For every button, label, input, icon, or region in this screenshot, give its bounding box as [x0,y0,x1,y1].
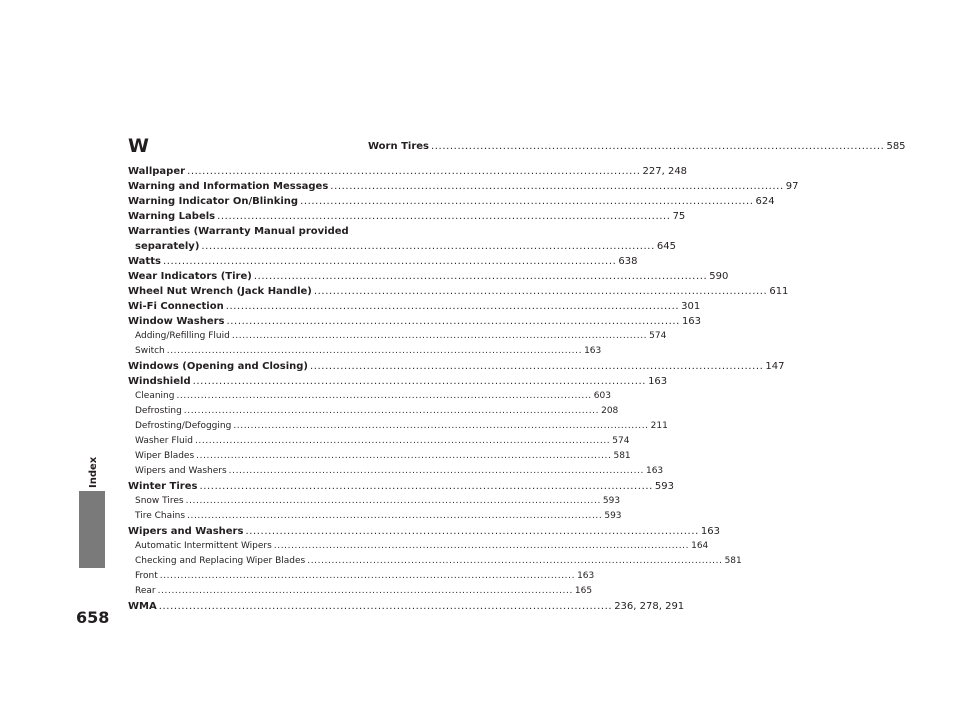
dot-leader: ........................................................................................................................ [309,361,764,372]
index-entry [128,479,675,494]
index-term: Wipers and Washers [128,526,244,537]
index-entry [128,299,701,314]
index-term: Worn Tires [368,141,429,152]
index-entry [128,239,676,254]
index-term: Wallpaper [128,166,186,177]
index-term: Warning Indicator On/Blinking [128,196,299,207]
dot-leader: ........................................................................................................................ [245,526,699,537]
dot-leader: ........................................................................................................................ [159,571,576,581]
index-page-ref[interactable]: 611 [769,286,789,297]
dot-leader: ........................................................................................................................ [187,166,641,177]
index-entry [128,209,686,224]
index-subentry [128,554,742,569]
index-page-ref[interactable]: 581 [613,451,631,461]
index-page-ref[interactable]: 227, 248 [642,166,688,177]
index-page-ref[interactable]: 163 [648,376,668,387]
index-subentry [128,494,621,509]
index-term: Watts [128,256,161,267]
index-term: Warning Labels [128,211,216,222]
dot-leader: ........................................................................................................................ [231,331,648,341]
index-entry [128,314,702,329]
dot-leader: ........................................................................................................................ [192,376,647,387]
dot-leader: ........................................................................................................................ [196,451,612,461]
index-page-ref[interactable]: 165 [574,586,593,596]
index-term: Warning and Information Messages [128,181,329,192]
dot-leader: ........................................................................................................................ [330,181,784,192]
dot-leader: ........................................................................................................................ [228,466,644,476]
index-page-ref[interactable]: 236, 278, 291 [614,601,685,612]
dot-leader: ........................................................................................................................ [217,211,671,222]
dot-leader: ........................................................................................................................ [226,316,680,327]
index-term: Rear [135,586,156,596]
index-term: Switch [135,346,165,356]
index-entry [128,359,785,374]
index-term: Tire Chains [135,511,186,521]
index-subentry [128,584,593,599]
dot-leader: ........................................................................................................................ [158,601,613,612]
index-term: Defrosting/Defogging [135,421,232,431]
dot-leader: ........................................................................................................................ [273,541,690,551]
index-term: separately) [135,241,200,252]
index-page-ref[interactable]: 211 [650,421,668,431]
index-page-ref[interactable]: 638 [618,256,638,267]
dot-leader: ........................................................................................................................ [166,346,583,356]
dot-leader: ........................................................................................................................ [201,241,655,252]
index-page-ref[interactable]: 163 [681,316,702,327]
dot-leader: ........................................................................................................................ [162,256,617,267]
index-entry [128,284,789,299]
dot-leader: ........................................................................................................................ [157,586,573,596]
index-term: Windshield [128,376,191,387]
index-entry [128,269,729,284]
index-entry [128,164,688,179]
index-term: Wear Indicators (Tire) [128,271,252,282]
index-subentry [128,389,611,404]
dot-leader: ........................................................................................................................ [185,496,601,506]
index-term: Warranties (Warranty Manual provided [128,226,349,237]
index-page-ref[interactable]: 590 [709,271,729,282]
index-page-ref[interactable]: 603 [593,391,611,401]
index-page-ref[interactable]: 163 [584,346,602,356]
page-number: 658 [76,608,110,627]
index-entry [128,374,668,389]
index-entry [128,179,799,194]
index-entry [368,139,906,154]
index-term: Front [135,571,158,581]
index-entry [128,224,351,239]
side-tab [79,491,105,568]
index-subentry [128,419,668,434]
index-page-ref[interactable]: 163 [577,571,595,581]
index-page-ref[interactable]: 585 [886,141,906,152]
index-page-ref[interactable]: 581 [724,556,742,566]
index-subentry [128,449,631,464]
index-page-ref[interactable]: 147 [765,361,785,372]
index-subentry [128,434,630,449]
index-page-ref[interactable]: 164 [691,541,709,551]
section-letter: W [128,135,149,157]
index-subentry [128,509,622,524]
index-term: Wipers and Washers [135,466,227,476]
dot-leader: ........................................................................................................................ [233,421,649,431]
index-page-ref[interactable]: 75 [672,211,686,222]
index-term: Automatic Intermittent Wipers [135,541,272,551]
index-subentry [128,329,667,344]
index-term: Wiper Blades [135,451,195,461]
index-page-ref[interactable]: 593 [604,511,622,521]
index-subentry [128,464,664,479]
index-term: Defrosting [135,406,182,416]
index-page-ref[interactable]: 624 [755,196,775,207]
index-entry [128,194,775,209]
index-term: Wi-Fi Connection [128,301,224,312]
dot-leader: ........................................................................................................................ [307,556,723,566]
dot-leader: ........................................................................................................................ [431,141,885,152]
dot-leader: ........................................................................................................................ [313,286,768,297]
index-term: Windows (Opening and Closing) [128,361,308,372]
index-entry [128,524,720,539]
index-entry [128,599,685,614]
index-page-ref[interactable]: 574 [649,331,667,341]
index-term: Cleaning [135,391,175,401]
index-term: Wheel Nut Wrench (Jack Handle) [128,286,312,297]
index-page-ref[interactable]: 574 [612,436,630,446]
index-entry [128,254,638,269]
index-page-ref[interactable]: 163 [700,526,720,537]
index-term: Checking and Replacing Wiper Blades [135,556,306,566]
index-page-ref[interactable]: 645 [656,241,676,252]
index-term: Winter Tires [128,481,198,492]
dot-leader: ........................................................................................................................ [183,406,600,416]
dot-leader: ........................................................................................................................ [194,436,611,446]
index-subentry [128,569,595,584]
index-page-ref[interactable]: 208 [601,406,619,416]
index-subentry [128,539,709,554]
dot-leader: ........................................................................................................................ [176,391,592,401]
dot-leader: ........................................................................................................................ [187,511,603,521]
index-term: Window Washers [128,316,225,327]
index-entries-right [368,139,906,154]
side-tab-label: Index [88,456,99,488]
index-page-ref[interactable]: 593 [602,496,621,506]
index-term: Adding/Refilling Fluid [135,331,230,341]
dot-leader: ........................................................................................................................ [253,271,708,282]
index-subentry [128,404,619,419]
dot-leader: ........................................................................................................................ [199,481,653,492]
index-page-ref[interactable]: 301 [681,301,701,312]
index-term: Washer Fluid [135,436,193,446]
index-entries-left [128,164,799,614]
dot-leader: ........................................................................................................................ [300,196,754,207]
index-term: WMA [128,601,157,612]
dot-leader: ........................................................................................................................ [225,301,680,312]
index-term: Snow Tires [135,496,184,506]
index-page-ref[interactable]: 97 [785,181,799,192]
index-subentry [128,344,602,359]
index-page-ref[interactable]: 163 [645,466,664,476]
index-column-right [368,139,906,154]
index-page-ref[interactable]: 593 [654,481,675,492]
